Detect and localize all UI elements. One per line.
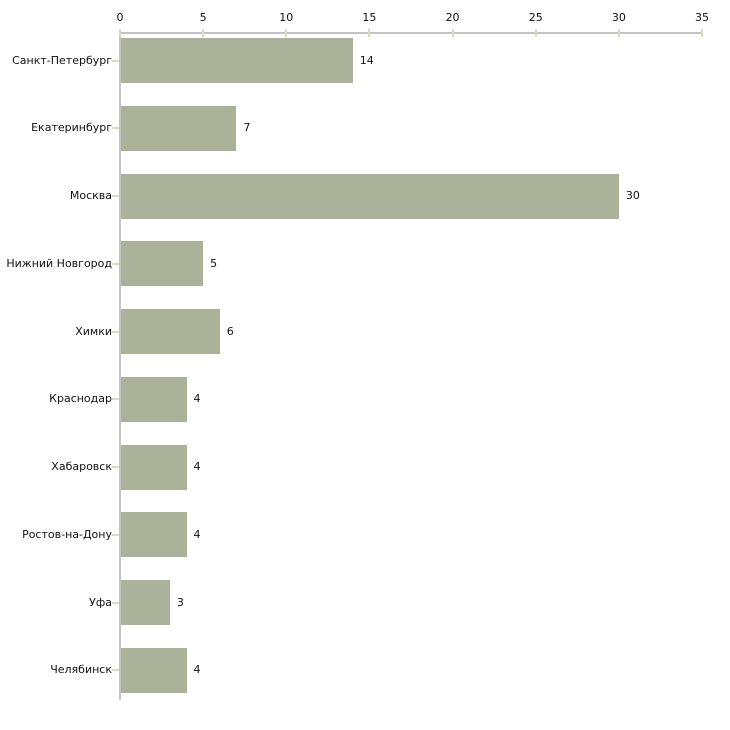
bar bbox=[121, 445, 187, 490]
y-axis-tick-mark bbox=[112, 602, 119, 604]
x-axis-tick-label: 0 bbox=[116, 11, 124, 24]
x-axis-line bbox=[120, 32, 702, 34]
x-axis-tick-mark bbox=[285, 29, 287, 37]
category-label: Нижний Новгород bbox=[6, 256, 112, 270]
x-axis-tick-mark bbox=[618, 29, 620, 37]
category-label: Екатеринбург bbox=[31, 121, 112, 135]
x-axis-tick-label: 25 bbox=[528, 11, 543, 24]
bar-value-label: 7 bbox=[243, 121, 251, 135]
bar bbox=[121, 106, 236, 151]
y-axis-tick-mark bbox=[112, 331, 119, 333]
bar-value-label: 6 bbox=[226, 324, 234, 338]
bar bbox=[121, 377, 187, 422]
y-axis-tick-mark bbox=[112, 466, 119, 468]
y-axis-tick-mark bbox=[112, 127, 119, 129]
bar bbox=[121, 648, 187, 693]
x-axis-tick-mark bbox=[119, 29, 121, 37]
bar bbox=[121, 174, 619, 219]
y-axis-tick-mark bbox=[112, 195, 119, 197]
x-axis-tick-label: 20 bbox=[445, 11, 460, 24]
x-axis-tick-label: 10 bbox=[279, 11, 294, 24]
x-axis-tick-label: 15 bbox=[362, 11, 377, 24]
x-axis-tick-mark bbox=[535, 29, 537, 37]
y-axis-tick-mark bbox=[112, 60, 119, 62]
bar bbox=[121, 309, 220, 354]
category-label: Краснодар bbox=[49, 392, 112, 406]
bar-value-label: 3 bbox=[176, 595, 184, 609]
bar-value-label: 4 bbox=[193, 663, 201, 677]
category-label: Москва bbox=[69, 189, 112, 202]
y-axis-tick-mark bbox=[112, 534, 119, 536]
bar-value-label: 30 bbox=[625, 189, 640, 202]
x-axis-tick-mark bbox=[452, 29, 454, 37]
category-label: Санкт-Петербург bbox=[12, 53, 112, 67]
bar bbox=[121, 512, 187, 557]
bar-value-label: 4 bbox=[193, 392, 201, 406]
category-label: Уфа bbox=[89, 595, 112, 609]
x-axis-tick-mark bbox=[202, 29, 204, 37]
bar bbox=[121, 241, 203, 286]
y-axis-tick-mark bbox=[112, 669, 119, 671]
category-label: Хабаровск bbox=[51, 460, 112, 473]
bar-value-label: 4 bbox=[193, 460, 201, 473]
y-axis-tick-mark bbox=[112, 398, 119, 400]
category-label: Химки bbox=[75, 324, 112, 338]
bar bbox=[121, 38, 353, 83]
x-axis-tick-label: 30 bbox=[611, 11, 626, 24]
bar-value-label: 4 bbox=[193, 527, 201, 541]
x-axis-tick-mark bbox=[701, 29, 703, 37]
y-axis-line bbox=[119, 32, 121, 700]
x-axis-tick-mark bbox=[368, 29, 370, 37]
x-axis-tick-label: 5 bbox=[199, 11, 207, 24]
y-axis-tick-mark bbox=[112, 263, 119, 265]
category-label: Челябинск bbox=[50, 663, 112, 677]
x-axis-tick-label: 35 bbox=[695, 11, 709, 24]
bar-value-label: 5 bbox=[210, 256, 218, 270]
category-label: Ростов-на-Дону bbox=[22, 527, 112, 541]
bar bbox=[121, 580, 170, 625]
bar-value-label: 14 bbox=[359, 53, 374, 67]
